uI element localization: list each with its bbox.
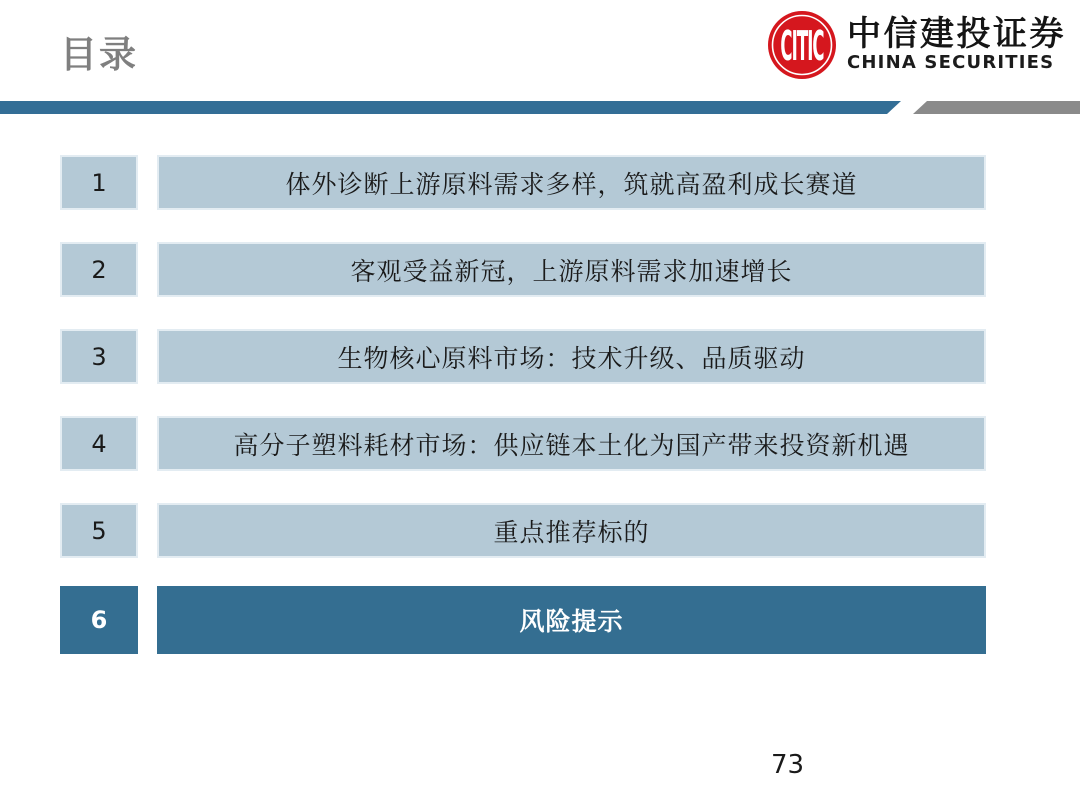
toc-item-number: 6	[60, 586, 138, 654]
toc-row-4[interactable]	[60, 416, 986, 471]
toc-row-1[interactable]	[60, 155, 986, 210]
toc-item-label: 重点推荐标的	[157, 503, 986, 558]
logo-name-en: CHINA SECURITIES	[847, 52, 1055, 74]
toc-item-label: 生物核心原料市场：技术升级、品质驱动	[157, 329, 986, 384]
toc-row-2[interactable]	[60, 242, 986, 297]
toc-item-label: 客观受益新冠，上游原料需求加速增长	[157, 242, 986, 297]
toc-item-number: 5	[60, 503, 138, 558]
page-number: 73	[771, 750, 805, 780]
toc-row-6[interactable]	[60, 586, 986, 654]
header-divider-gray	[913, 101, 1080, 114]
company-logo	[767, 10, 1066, 80]
toc-item-number: 4	[60, 416, 138, 471]
toc-item-label: 风险提示	[157, 586, 986, 654]
citic-mark-text: CITIC	[780, 23, 824, 71]
logo-text	[847, 13, 1066, 74]
toc-item-number: 3	[60, 329, 138, 384]
header-divider-teal	[0, 101, 901, 114]
logo-name-cn: 中信建投证券	[847, 13, 1066, 54]
page-title: 目录	[60, 33, 138, 76]
toc-row-5[interactable]	[60, 503, 986, 558]
citic-logo-icon	[767, 10, 837, 80]
toc-item-number: 1	[60, 155, 138, 210]
toc-item-number: 2	[60, 242, 138, 297]
toc-item-label: 高分子塑料耗材市场：供应链本土化为国产带来投资新机遇	[157, 416, 986, 471]
toc-row-3[interactable]	[60, 329, 986, 384]
toc-item-label: 体外诊断上游原料需求多样，筑就高盈利成长赛道	[157, 155, 986, 210]
